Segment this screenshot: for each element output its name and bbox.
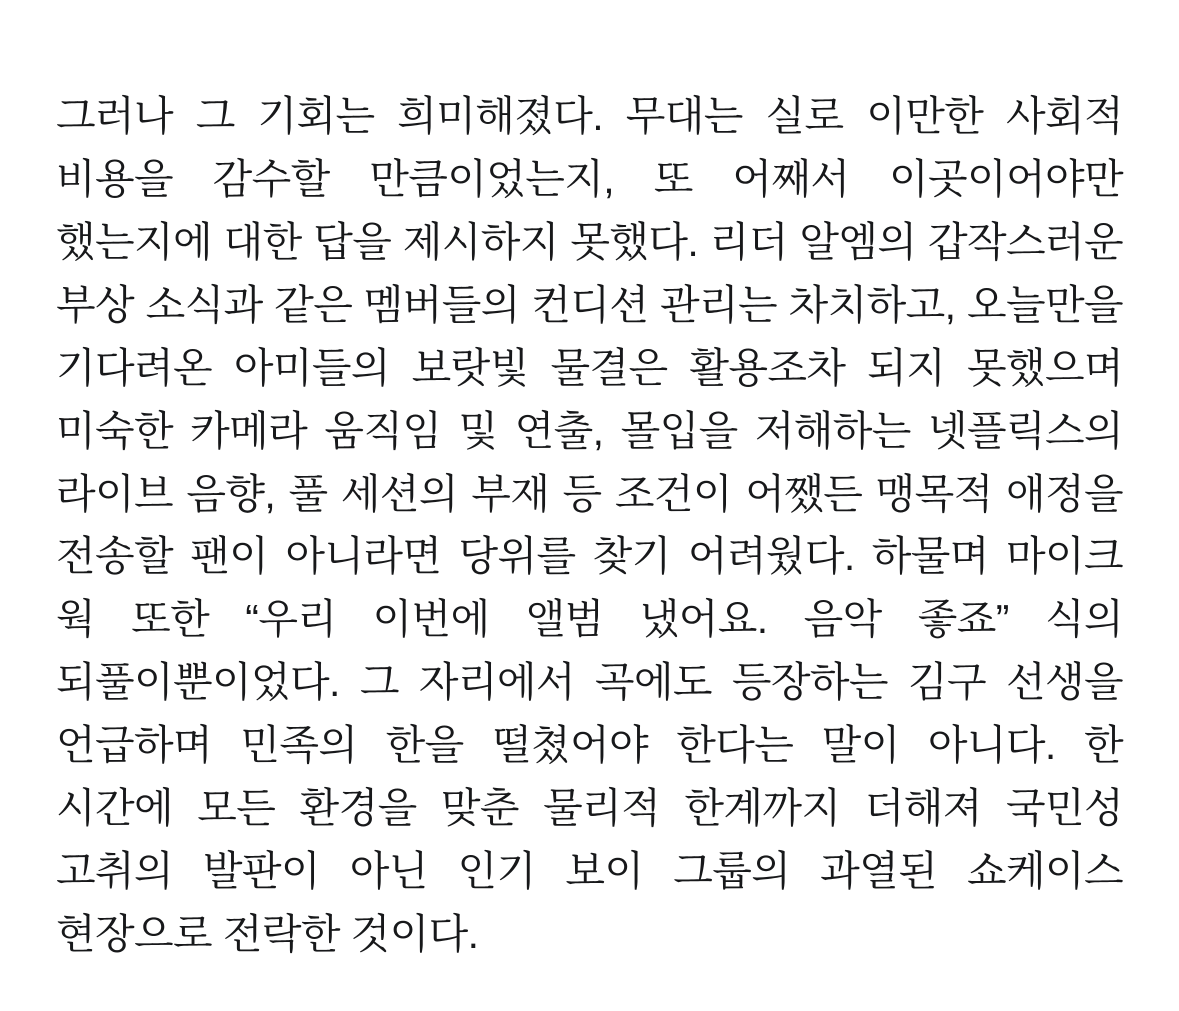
article-paragraph: 그러나 그 기회는 희미해졌다. 무대는 실로 이만한 사회적 비용을 감수할 만큼이었는지, 또 어째서 이곳이어야만 했는지에 대한 답을 제시하지 못했다. 리더 알엠의 갑작스러운 부상 소식과 같은 멤버들의 컨디션 관리는 차치하고, 오늘만을 기다려온 아미들의 보랏빛 물결은 활용조차 되지 못했으며 미숙한 카메라 움직임 및 연출, 몰입을 저해하는 넷플릭스의 라이브 음향, 풀 세션의 부재 등 조건이 어쨌든 맹목적 애정을 전송할 팬이 아니라면 당위를 찾기 어려웠다. 하물며 마이크 웍 또한 “우리 이번에 앨범 냈어요. 음악 좋죠” 식의 되풀이뿐이었다. 그 자리에서 곡에도 등장하는 김구 선생을 언급하며 민족의 한을 떨쳤어야 한다는 말이 아니다. 한 시간에 모든 환경을 맞춘 물리적 한계까지 더해져 국민성 고취의 발판이 아닌 인기 보이 그룹의 과열된 쇼케이스 현장으로 전락한 것이다. [56,93,1134,957]
